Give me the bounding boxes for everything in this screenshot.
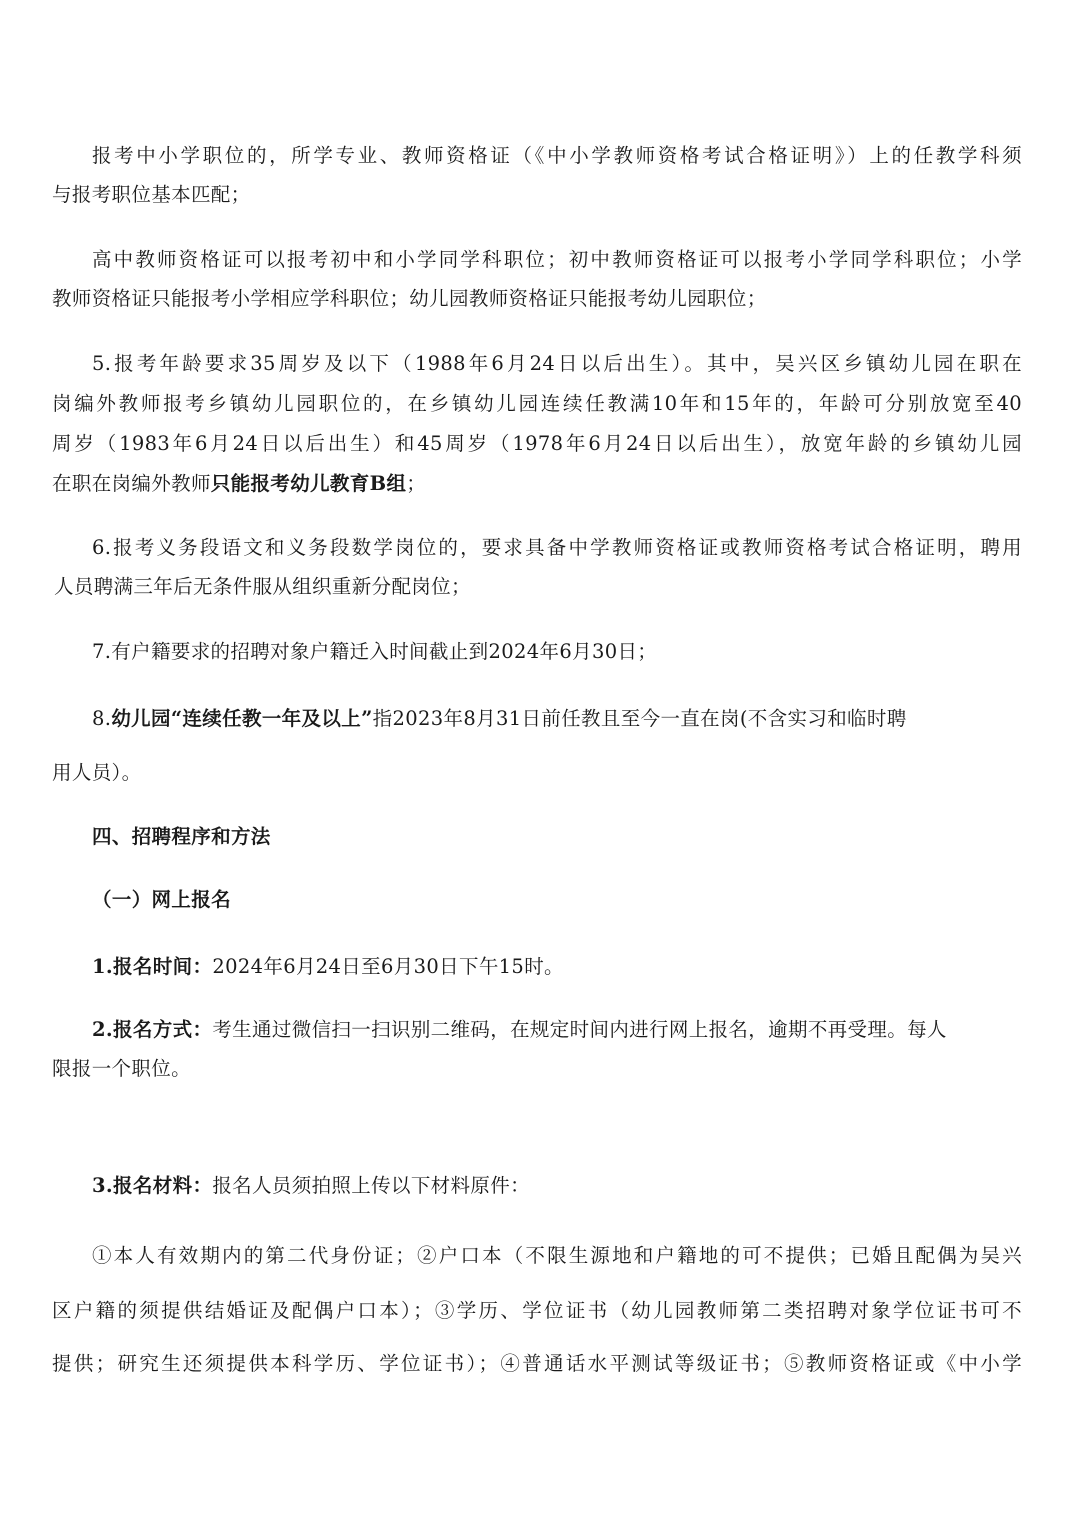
age-requirement-line-1: 5.报考年龄要求35周岁及以下（1988年6月24日以后出生）。其中，吴兴区乡镇幼儿园在职在 [92, 352, 1022, 375]
age-requirement-line-2: 岗编外教师报考乡镇幼儿园职位的，在乡镇幼儿园连续任教满10年和15年的，年龄可分别放宽至40 [52, 392, 1022, 415]
continuous-teaching-line-2: 用人员）。 [52, 761, 142, 784]
compulsory-subject-line-2: 人员聘满三年后无条件服从组织重新分配岗位； [54, 575, 471, 598]
registration-time-line [92, 953, 564, 981]
subsection-heading-online-registration: （一）网上报名 [92, 888, 231, 911]
continuous-teaching-definition: 指2023年8月31日前任教且至今一直在岗(不含实习和临时聘 [372, 707, 907, 730]
registration-time-value: 2024年6月24日至6月30日下午15时。 [212, 955, 564, 978]
household-registration-line: 7.有户籍要求的招聘对象户籍迁入时间截止到2024年6月30日； [92, 640, 658, 663]
continuous-teaching-line-1 [92, 705, 907, 733]
certificate-level-line-1: 高中教师资格证可以报考初中和小学同学科职位；初中教师资格证可以报考小学同学科职位；小学 [92, 248, 1022, 271]
continuous-teaching-number: 8. [92, 707, 112, 730]
registration-method-label: 2.报名方式： [92, 1018, 213, 1041]
age-requirement-line-4-end: ； [406, 472, 427, 495]
subject-match-line-1: 报考中小学职位的，所学专业、教师资格证（《中小学教师资格考试合格证明》）上的任教学科须 [92, 144, 1022, 167]
registration-method-text: 考生通过微信扫一扫识别二维码，在规定时间内进行网上报名，逾期不再受理。每人 [212, 1018, 947, 1041]
registration-method-line-1 [92, 1016, 947, 1044]
materials-list-line-2: 区户籍的须提供结婚证及配偶户口本）；③学历、学位证书（幼儿园教师第二类招聘对象学位证书可不 [52, 1299, 1022, 1322]
materials-list-line-1: ①本人有效期内的第二代身份证；②户口本（不限生源地和户籍地的可不提供；已婚且配偶为吴兴 [92, 1244, 1022, 1267]
age-requirement-line-3: 周岁（1983年6月24日以后出生）和45周岁（1978年6月24日以后出生），放宽年龄的乡镇幼儿园 [52, 432, 1022, 455]
registration-time-label: 1.报名时间： [92, 955, 213, 978]
age-requirement-line-4-start: 在职在岗编外教师 [52, 472, 211, 495]
registration-materials-line [92, 1172, 530, 1200]
materials-list-line-3: 提供；研究生还须提供本科学历、学位证书）；④普通话水平测试等级证书；⑤教师资格证或《中小学 [52, 1352, 1022, 1375]
section-heading-procedure: 四、招聘程序和方法 [92, 825, 271, 848]
registration-materials-text: 报名人员须拍照上传以下材料原件： [212, 1174, 530, 1197]
registration-method-line-2: 限报一个职位。 [52, 1057, 191, 1080]
continuous-teaching-term: 幼儿园“连续任教一年及以上” [111, 707, 373, 730]
certificate-level-line-2: 教师资格证只能报考小学相应学科职位；幼儿园教师资格证只能报考幼儿园职位； [52, 287, 767, 310]
compulsory-subject-line-1: 6.报考义务段语文和义务段数学岗位的，要求具备中学教师资格证或教师资格考试合格证明，聘用 [92, 536, 1022, 559]
subject-match-line-2: 与报考职位基本匹配； [52, 183, 251, 206]
age-requirement-line-4 [52, 470, 426, 498]
age-requirement-emphasis: 只能报考幼儿教育B组 [210, 472, 407, 495]
registration-materials-label: 3.报名材料： [92, 1174, 213, 1197]
